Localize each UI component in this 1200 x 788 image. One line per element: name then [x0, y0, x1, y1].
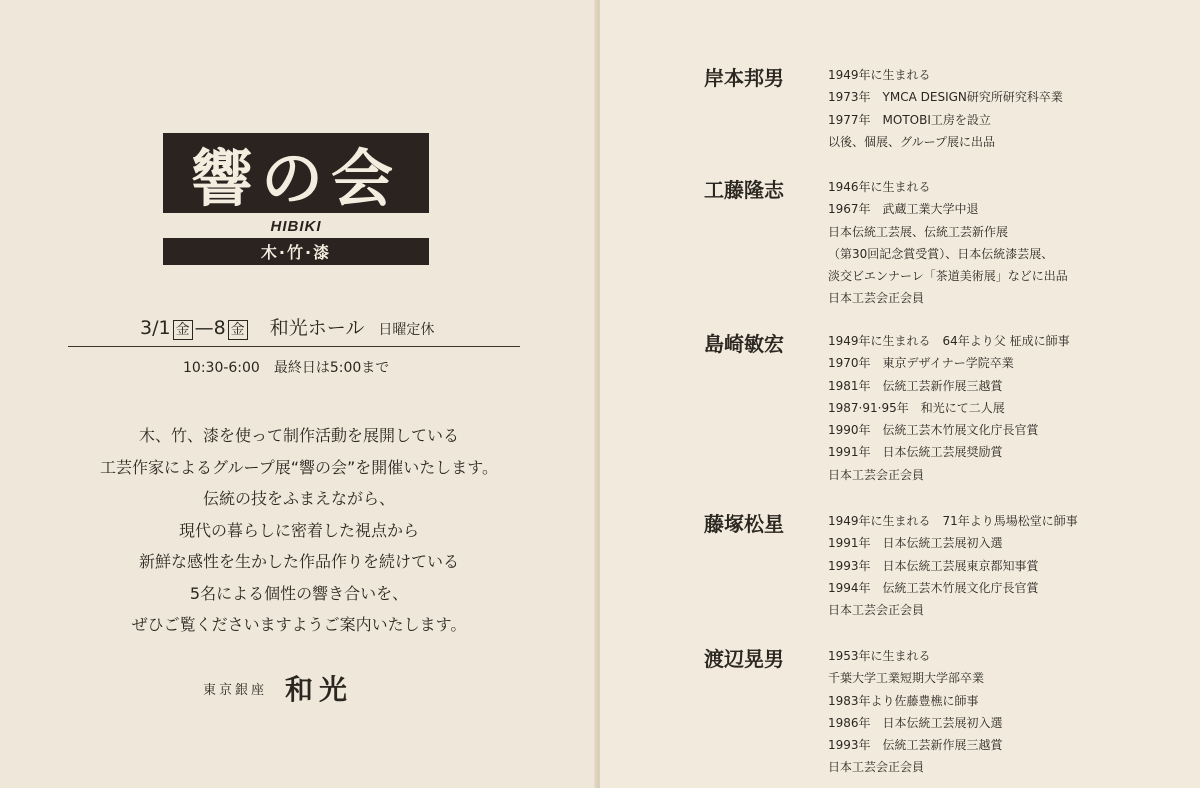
artist-bio [828, 510, 1078, 621]
bio-line: 1970年 東京デザイナー学院卒業 [828, 356, 1014, 371]
bio-line: 1977年 MOTOBI工房を設立 [828, 112, 991, 127]
bio-line: 1981年 伝統工芸新作展三越賞 [828, 378, 1003, 393]
store-footer [203, 668, 353, 708]
intro-text [60, 420, 538, 641]
exhibition-dates [140, 313, 434, 340]
bio-line: 日本工芸会正会員 [828, 760, 925, 775]
bio-line: 日本伝統工芸展、伝統工芸新作展 [828, 224, 1009, 239]
artist-name: 工藤隆志 [704, 178, 784, 202]
bio-line: 1990年 伝統工芸木竹展文化庁長官賞 [828, 423, 1039, 438]
logo-title: 響の会 [163, 133, 429, 213]
date-end-day: 金 [228, 320, 248, 340]
bio-line: 1983年より佐藤豊樵に師事 [828, 693, 979, 708]
bio-line: 日本工芸会正会員 [828, 467, 925, 482]
date-start: 3/1 [140, 317, 171, 339]
bio-line: 日本工芸会正会員 [828, 291, 925, 306]
intro-line: 新鮮な感性を生かした作品作りを続けている [138, 552, 459, 571]
bio-line: 1993年 日本伝統工芸展東京都知事賞 [828, 558, 1039, 573]
bio-line: 1991年 日本伝統工芸展初入選 [828, 536, 1003, 551]
bio-line: 1967年 武蔵工業大学中退 [828, 202, 979, 217]
opening-hours: 10:30-6:00 最終日は5:00まで [183, 360, 390, 376]
intro-line: ぜひご覧くださいますようご案内いたします。 [131, 615, 467, 634]
date-separator: — [194, 317, 214, 339]
store-logo: 和光 [285, 673, 354, 706]
intro-line: 木、竹、漆を使って制作活動を展開している [138, 426, 459, 445]
artist-name: 渡辺晃男 [704, 647, 784, 671]
store-city: 東京銀座 [203, 682, 268, 698]
bio-line: 1991年 日本伝統工芸展奨励賞 [828, 445, 1003, 460]
bio-line: 1994年 伝統工芸木竹展文化庁長官賞 [828, 580, 1039, 595]
artist-name: 岸本邦男 [704, 66, 784, 90]
artist-bio [828, 64, 1063, 153]
bio-line: （第30回記念賞受賞）、日本伝統漆芸展、 [828, 246, 1054, 261]
intro-line: 5名による個性の響き合いを、 [189, 583, 409, 603]
bio-line: 1949年に生まれる [828, 68, 931, 82]
bio-line: 1993年 伝統工芸新作展三越賞 [828, 738, 1003, 753]
intro-line: 工芸作家によるグループ展“響の会”を開催いたします。 [99, 457, 499, 477]
bio-line: 1949年に生まれる 64年より父 柾成に師事 [828, 334, 1070, 348]
bio-line: 1987·91·95年 和光にて二人展 [828, 400, 1005, 415]
artist-name: 藤塚松星 [704, 512, 784, 536]
bio-line: 淡交ビエンナーレ「茶道美術展」などに出品 [828, 269, 1068, 284]
bio-line: 1973年 YMCA DESIGN研究所研究科卒業 [828, 90, 1063, 105]
left-panel [0, 0, 598, 788]
artist-name: 島崎敏宏 [704, 332, 784, 356]
bio-line: 1986年 日本伝統工芸展初入選 [828, 715, 1003, 730]
artist-bio [828, 176, 1068, 310]
artist-bio [828, 645, 1003, 779]
date-start-day: 金 [173, 320, 193, 340]
divider [68, 346, 520, 347]
logo-materials: 木·竹·漆 [163, 238, 429, 265]
closed-note: 日曜定休 [378, 322, 435, 338]
bio-line: 以後、個展、グループ展に出品 [828, 134, 996, 149]
intro-line: 伝統の技をふまえながら、 [202, 489, 395, 508]
bio-line: 日本工芸会正会員 [828, 603, 925, 618]
bio-line: 1946年に生まれる [828, 180, 931, 194]
date-end: 8 [213, 317, 226, 339]
bio-line: 1949年に生まれる 71年より馬場松堂に師事 [828, 514, 1078, 528]
intro-line: 現代の暮らしに密着した視点から [178, 520, 419, 540]
bio-line: 千葉大学工業短期大学部卒業 [828, 671, 985, 686]
bio-line: 1953年に生まれる [828, 649, 931, 663]
artist-bio [828, 330, 1070, 486]
venue: 和光ホール [269, 317, 365, 339]
logo-romaji: HIBIKI [270, 218, 322, 235]
